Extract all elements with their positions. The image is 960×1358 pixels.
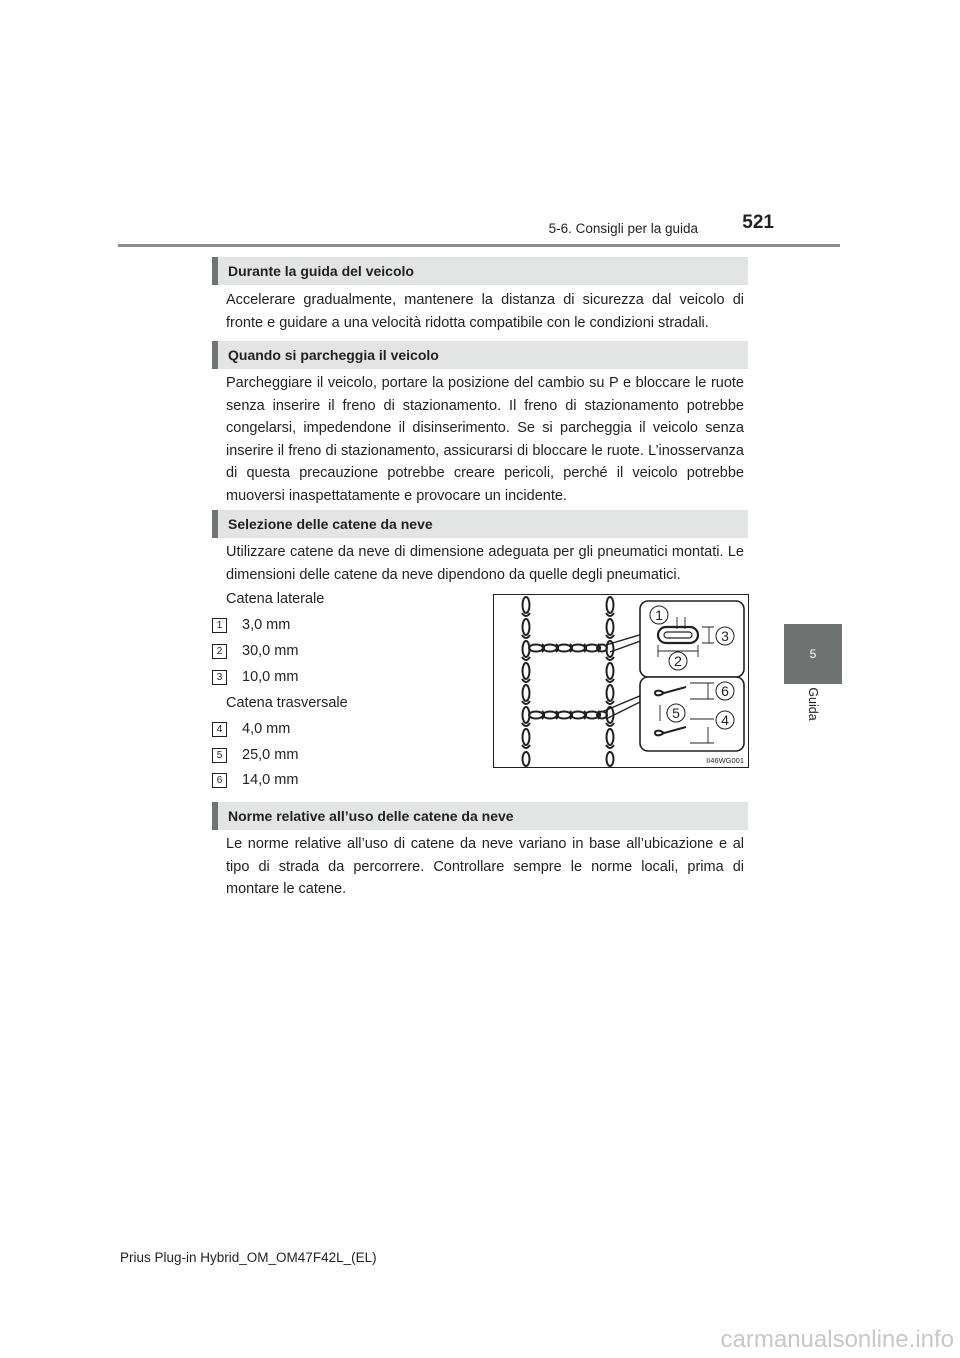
callout-number: 4 [212, 722, 227, 737]
section-heading-rules: Norme relative all’uso delle catene da neve [212, 802, 748, 830]
callout-number: 3 [212, 670, 227, 685]
section-text-rules: Le norme relative all’uso di catene da neve variano in base all’ubicazione e al tipo di strada da percorrere. Controllare sempre le norme locali, prima di montare le catene. [226, 836, 744, 897]
transverse-chain-label: Catena trasversale [226, 695, 348, 711]
chapter-label [784, 686, 842, 722]
measurement-value: 10,0 mm [242, 669, 299, 685]
cross-chain-upper [529, 644, 607, 652]
measurement-value: 14,0 mm [242, 772, 299, 788]
figure-callout-2: 2 [674, 653, 682, 669]
chapter-number: 5 [809, 647, 817, 661]
section-heading-parking: Quando si parcheggia il veicolo [212, 341, 748, 369]
section-heading-driving: Durante la guida del veicolo [212, 257, 748, 285]
cross-chain-lower [529, 711, 607, 719]
measurement-value: 4,0 mm [242, 721, 291, 737]
lateral-chain-label: Catena laterale [226, 591, 325, 607]
measurement-value: 30,0 mm [242, 643, 299, 659]
header-section-title: 5-6. Consigli per la guida [548, 221, 698, 236]
callout-number: 1 [212, 618, 227, 633]
figure-code: II46WG001 [706, 756, 744, 765]
callout-number: 6 [212, 773, 227, 788]
snow-chain-figure [493, 594, 749, 768]
side-chain-right [606, 597, 614, 766]
figure-callout-6: 6 [721, 683, 729, 699]
chapter-label-text: Guida [806, 687, 820, 721]
section-text-driving: Accelerare gradualmente, mantenere la distanza di sicurezza dal veicolo di fronte e guidare a una velocità ridotta compatibile con le condizioni stradali. [226, 292, 744, 331]
snow-chain-illustration [494, 595, 748, 767]
page-number: 521 [742, 212, 774, 233]
callout-number: 5 [212, 748, 227, 763]
watermark: carmanualsonline.info [720, 1326, 954, 1353]
footer-document-id: Prius Plug-in Hybrid_OM_OM47F42L_(EL) [120, 1250, 377, 1265]
header-divider [118, 244, 840, 247]
chapter-tab[interactable] [784, 624, 842, 684]
figure-callout-5: 5 [672, 705, 680, 721]
section-heading-chains: Selezione delle catene da neve [212, 510, 748, 538]
figure-callout-1: 1 [655, 607, 663, 623]
measurement-value: 3,0 mm [242, 617, 291, 633]
section-text-chains: Utilizzare catene da neve di dimensione adeguata per gli pneumatici montati. Le dimensioni delle catene da neve dipendono da quelle degli pneumatici. [226, 544, 744, 583]
section-text-parking: Parcheggiare il veicolo, portare la posizione del cambio su P e bloccare le ruote senza inserire il freno di stazionamento. Il freno di stazionamento potrebbe congelarsi, impedendone il disinserimento. Se si parcheggia il veicolo senza inserire il freno di stazionamento, assicurarsi di bloccare le ruote. L’inosservanza di questa precauzione potrebbe creare pericoli, perché il veicolo potrebbe muoversi inaspettatamente e provocare un incidente. [226, 375, 744, 504]
figure-callout-4: 4 [721, 712, 729, 728]
callout-number: 2 [212, 644, 227, 659]
side-chain-left [522, 597, 530, 766]
measurement-value: 25,0 mm [242, 747, 299, 763]
figure-callout-3: 3 [721, 628, 729, 644]
